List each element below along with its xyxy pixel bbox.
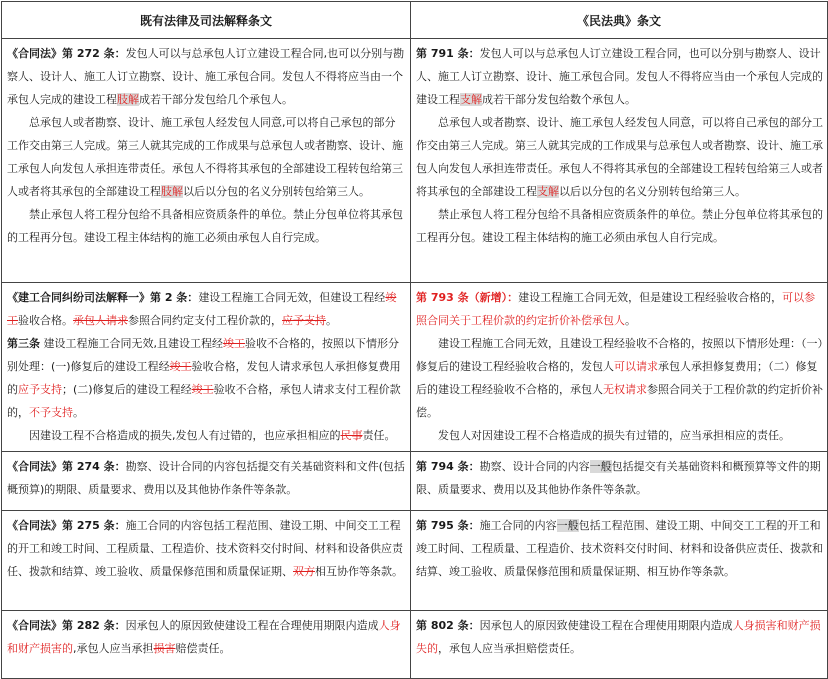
cell-civil-code-793: [411, 283, 828, 452]
text: 参照合同关于工程价款的约定折价补偿。: [416, 383, 823, 419]
paragraph: [416, 286, 823, 332]
text: 赔偿责任。: [175, 642, 231, 655]
changed-term: 肢解: [117, 93, 139, 106]
changed-text: 无权请求: [603, 383, 647, 396]
paragraph: [416, 614, 823, 660]
text: 责任。: [362, 429, 396, 442]
article-title: 第 802 条：: [416, 619, 480, 632]
text: 。: [73, 406, 84, 419]
header-civil-code: 《民法典》条文: [411, 2, 828, 39]
changed-text: 可以参照合同关于工程价款的约定折价补偿承包人: [416, 291, 816, 327]
paragraph: [416, 424, 823, 447]
paragraph: [7, 111, 406, 203]
changed-term: 肢解: [161, 185, 183, 198]
text: 承包人承担修复费用；（二）修复后的建设工程经验收不合格的，承包人: [416, 360, 818, 396]
cell-civil-code-791: [411, 39, 828, 283]
paragraph: [7, 614, 406, 660]
changed-text: 人身和财产损害的: [7, 619, 401, 655]
text: 总承包人或者勘察、设计、施工承包人经发包人同意，可以将自己承包的部分工作交由第三人完成。第三人就其完成的工作成果与总承包人或者勘察、设计、施工承包人向发包人承担连带责任。承包人不得将其承包的全部建设工程转包给第三人或者将其承包的全部建设工程: [416, 116, 823, 198]
changed-text: 应予支持: [18, 383, 62, 396]
article-title: 第 794 条：: [416, 460, 480, 473]
text: 勘察、设计合同的内容: [479, 460, 590, 473]
text: 包括工程范围、建设工期、中间交工工程的开工和竣工时间、工程质量、工程造价、技术资料交付时间、材料和设备供应责任、拨款和结算、竣工验收、质量保修范围和质量保证期、相互协作等条款。: [416, 519, 823, 578]
text: 建设工程施工合同无效,且建设工程经: [40, 337, 223, 350]
text: ；(二)修复后的建设工程经: [62, 383, 192, 396]
table-row: [2, 611, 828, 679]
added-term: 一般: [589, 460, 612, 473]
table-row: [2, 39, 828, 283]
text: 发包人可以与总承包人订立建设工程合同，也可以分别与勘察人、设计人、施工人订立勘察、设计、施工承包合同。发包人不得将应当由一个承包人完成的建设工程: [416, 47, 823, 106]
changed-term: 支解: [460, 93, 482, 106]
cell-judicial-interpretation: [2, 283, 411, 452]
text: 。: [326, 314, 337, 327]
deleted-text: 竣工: [223, 337, 245, 350]
text: 以后以分包的名义分别转包给第三人。: [183, 185, 370, 198]
text: 建设工程施工合同无效，但建设工程经: [198, 291, 386, 304]
cell-contract-law-274: [2, 452, 411, 511]
text: 验收不合格的，按照以下情形分别处理：(一)修复后的建设工程经: [7, 337, 399, 373]
text: 总承包人或者勘察、设计、施工承包人经发包人同意,可以将自己承包的部分工作交由第三人完成。第三人就其完成的工作成果与总承包人或者勘察、设计、施工承包人向发包人承担连带责任。承包人不得将其承包的全部建设工程转包给第三人或者将其承包的全部建设工程: [7, 116, 403, 198]
table-row: [2, 511, 828, 611]
text: 建设工程施工合同无效，但是建设工程经验收合格的，: [518, 291, 783, 304]
deleted-text: 竣工: [7, 291, 397, 327]
cell-civil-code-795: [411, 511, 828, 611]
table-header-row: [2, 2, 828, 39]
text: 参照合同约定支付工程价款的，: [128, 314, 282, 327]
deleted-text: 承包人请求: [73, 314, 128, 327]
table-row: [2, 283, 828, 452]
deleted-text: 双方: [293, 565, 315, 578]
text: 发包人可以与总承包人订立建设工程合同,也可以分别与勘察人、设计人、施工人订立勘察、设计、施工承包合同。发包人不得将应当由一个承包人完成的建设工程: [7, 47, 405, 106]
text: 验收合格，发包人请求承包人承担修复费用的: [7, 360, 401, 396]
article-title: 《合同法》第 275 条：: [7, 519, 126, 532]
text: 以后以分包的名义分别转包给第三人。: [559, 185, 746, 198]
article-title: 第三条: [7, 337, 40, 350]
paragraph: [7, 203, 406, 249]
paragraph: [7, 424, 406, 447]
deleted-text: 民事: [340, 429, 363, 442]
text: 禁止承包人将工程分包给不具备相应资质条件的单位。禁止分包单位将其承包的工程再分包。建设工程主体结构的施工必须由承包人自行完成。: [7, 208, 403, 244]
text: 施工合同的内容包括工程范围、建设工期、中间交工工程的开工和竣工时间、工程质量、工程造价、技术资料交付时间、材料和设备供应责任、拨款和结算、竣工验收、质量保修范围和质量保证期、: [7, 519, 403, 578]
article-title: 《合同法》第 282 条：: [7, 619, 126, 632]
text: 相互协作等条款。: [315, 565, 403, 578]
paragraph: [7, 42, 406, 111]
text: 验收合格。: [18, 314, 73, 327]
text: 成若干部分发包给数个承包人。: [482, 93, 636, 106]
text: 因承包人的原因致使建设工程在合理使用期限内造成: [125, 619, 379, 632]
changed-text: 不予支持: [29, 406, 73, 419]
cell-contract-law-282: [2, 611, 411, 679]
text: ,承包人应当承担: [73, 642, 154, 655]
article-title: 《建工合同纠纷司法解释一》第 2 条：: [7, 291, 199, 304]
text: 。: [625, 314, 636, 327]
added-term: 一般: [556, 519, 579, 532]
paragraph: [7, 455, 406, 501]
changed-text: 可以请求: [614, 360, 658, 373]
text: 验收不合格，承包人请求支付工程价款的，: [7, 383, 401, 419]
paragraph: [7, 514, 406, 583]
paragraph: [416, 455, 823, 501]
text: 因承包人的原因致使建设工程在合理使用期限内造成: [479, 619, 733, 632]
header-existing-law: 既有法律及司法解释条文: [2, 2, 411, 39]
article-title: 《合同法》第 272 条：: [7, 47, 126, 60]
comparison-table: [1, 1, 828, 679]
article-title: 第 791 条：: [416, 47, 480, 60]
article-title: 第 793 条（新增）：: [416, 291, 519, 304]
table-row: [2, 452, 828, 511]
paragraph: [7, 286, 406, 332]
deleted-text: 竣工: [191, 383, 214, 396]
cell-civil-code-794: [411, 452, 828, 511]
text: 建设工程施工合同无效，且建设工程经验收不合格的，按照以下情形处理：（一）修复后的建设工程经验收合格的，发包人: [416, 337, 823, 373]
text: 勘察、设计合同的内容包括提交有关基础资料和文件(包括概预算)的期限、质量要求、费用以及其他协作条件等条款。: [7, 460, 405, 496]
text: 施工合同的内容: [479, 519, 557, 532]
paragraph: [416, 203, 823, 249]
cell-contract-law-275: [2, 511, 411, 611]
paragraph: [416, 514, 823, 583]
article-title: 《合同法》第 274 条：: [7, 460, 126, 473]
cell-contract-law-272: [2, 39, 411, 283]
paragraph: [7, 332, 406, 424]
paragraph: [416, 111, 823, 203]
deleted-text: 应予支持: [282, 314, 326, 327]
paragraph: [416, 42, 823, 111]
text: ，承包人应当承担赔偿责任。: [438, 642, 581, 655]
deleted-text: 竣工: [169, 360, 192, 373]
changed-text: 人身损害和财产损失的: [416, 619, 821, 655]
deleted-text: 损害: [153, 642, 176, 655]
cell-civil-code-802: [411, 611, 828, 679]
changed-term: 支解: [537, 185, 559, 198]
text: 发包人对因建设工程不合格造成的损失有过错的，应当承担相应的责任。: [438, 429, 790, 442]
text: 禁止承包人将工程分包给不具备相应资质条件的单位。禁止分包单位将其承包的工程再分包。建设工程主体结构的施工必须由承包人自行完成。: [416, 208, 823, 244]
article-title: 第 795 条：: [416, 519, 480, 532]
text: 包括提交有关基础资料和概预算等文件的期限、质量要求、费用以及其他协作条件等条款。: [416, 460, 821, 496]
paragraph: [416, 332, 823, 424]
text: 因建设工程不合格造成的损失,发包人有过错的，也应承担相应的: [29, 429, 341, 442]
text: 成若干部分发包给几个承包人。: [139, 93, 293, 106]
